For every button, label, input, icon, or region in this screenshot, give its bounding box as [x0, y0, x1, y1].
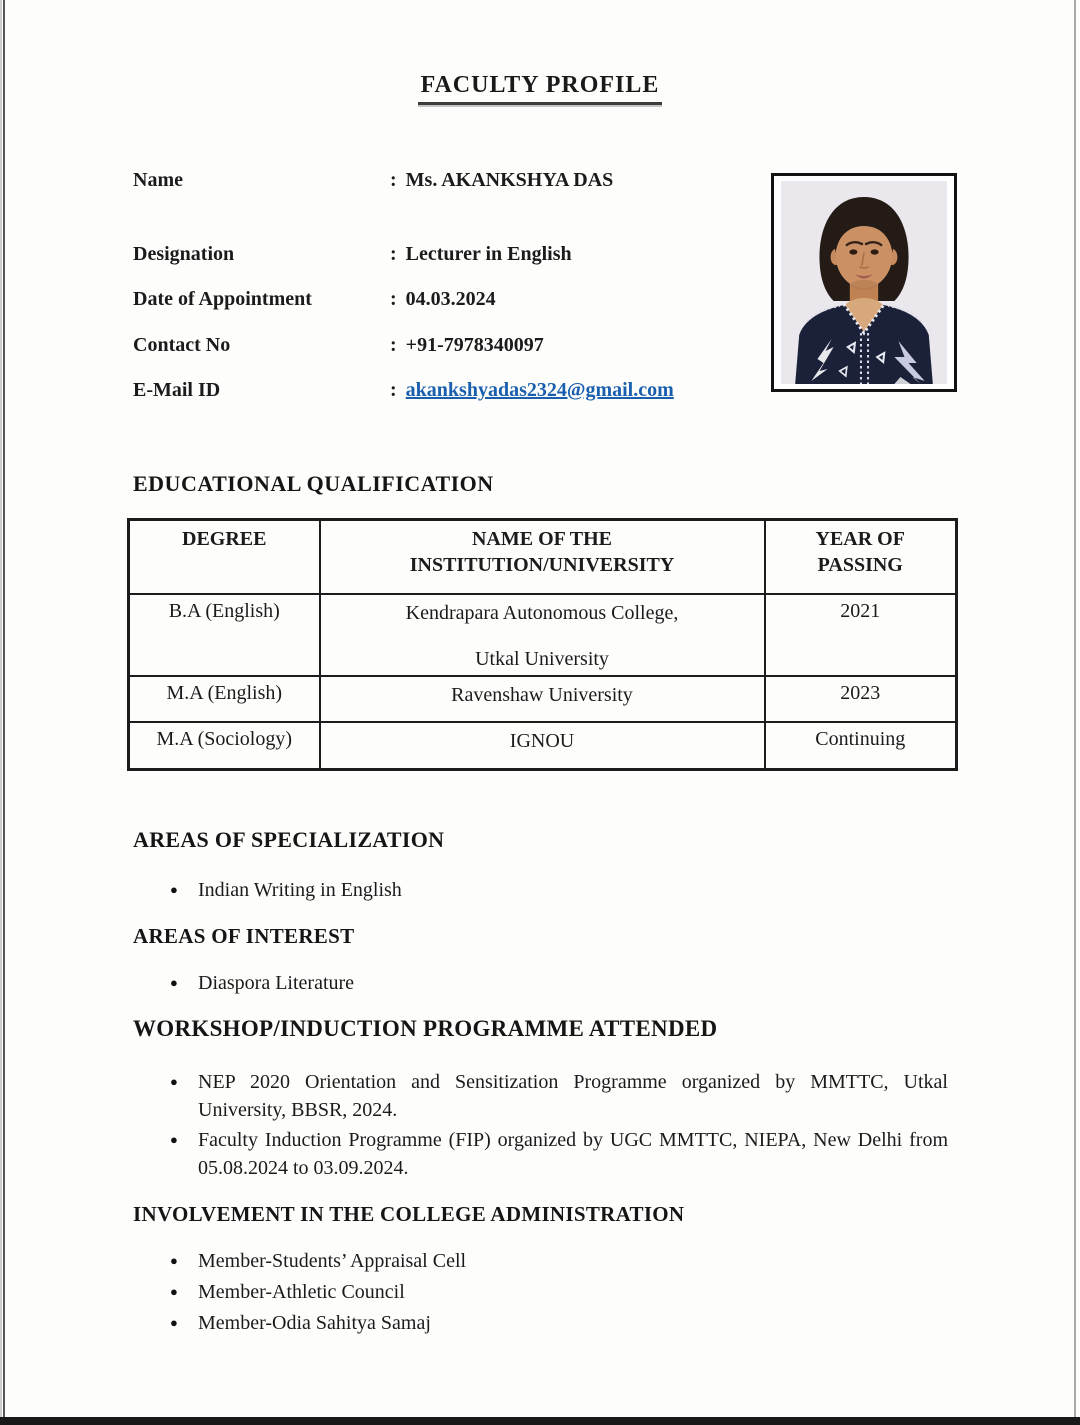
colon-separator: :: [390, 334, 397, 356]
field-value: [390, 288, 496, 311]
list-item: [170, 1249, 466, 1273]
list-item: [170, 971, 354, 995]
scan-artifact-left-dark: [3, 0, 5, 1425]
field-row-email: [133, 379, 773, 405]
designation-value: Lecturer in English: [405, 243, 572, 265]
section-heading-educational-qualification: EDUCATIONAL QUALIFICATION: [133, 471, 494, 496]
colon-separator: :: [390, 288, 397, 310]
name-value: Ms. AKANKSHYA DAS: [405, 169, 614, 191]
table-header-degree: DEGREE: [129, 520, 320, 594]
portrait-illustration: [781, 181, 947, 384]
table-cell-institution: Ravenshaw University: [320, 676, 765, 722]
table-cell-year: Continuing: [765, 722, 957, 770]
table-cell-year: 2021: [765, 594, 957, 676]
table-header-row: [129, 520, 957, 594]
table-row: [129, 722, 957, 770]
contact-number-value: +91-7978340097: [405, 334, 544, 356]
section-heading-college-administration: INVOLVEMENT IN THE COLLEGE ADMINISTRATION: [133, 1202, 685, 1226]
scan-artifact-bottom: [0, 1417, 1080, 1425]
bullet-icon: ●: [170, 1284, 178, 1299]
field-value: [390, 379, 674, 402]
bullet-icon: ●: [170, 1315, 178, 1330]
field-label: Contact No: [133, 334, 231, 356]
list-item-text: Member-Athletic Council: [198, 1281, 405, 1303]
section-heading-areas-of-specialization: AREAS OF SPECIALIZATION: [133, 827, 445, 852]
bullet-icon: ●: [170, 1074, 178, 1089]
faculty-photo: [771, 173, 957, 392]
email-link[interactable]: akankshyadas2324@gmail.com: [405, 379, 674, 401]
list-item: [170, 878, 402, 902]
field-row-contact-no: [133, 334, 773, 360]
section-heading-workshop-induction: WORKSHOP/INDUCTION PROGRAMME ATTENDED: [133, 1016, 718, 1041]
list-item-text: NEP 2020 Orientation and Sensitization Programme organized by MMTTC, Utkal University, BBSR, 2024.: [198, 1071, 948, 1121]
colon-separator: :: [390, 169, 397, 191]
list-item-text: Member-Odia Sahitya Samaj: [198, 1312, 431, 1334]
table-header-year: YEAR OF PASSING: [765, 520, 957, 594]
field-label: Date of Appointment: [133, 288, 312, 310]
title-wrap: [0, 72, 1080, 105]
field-row-date-of-appointment: [133, 288, 773, 314]
table-row: [129, 594, 957, 676]
table-cell-year: 2023: [765, 676, 957, 722]
bullet-icon: ●: [170, 1132, 178, 1147]
list-item: [170, 1126, 948, 1182]
section-heading-areas-of-interest: AREAS OF INTEREST: [133, 924, 355, 948]
appointment-date-value: 04.03.2024: [405, 288, 496, 310]
list-item: [170, 1280, 405, 1304]
table-cell-degree: M.A (English): [129, 676, 320, 722]
education-table: [127, 518, 958, 771]
field-label: Designation: [133, 243, 235, 265]
field-row-name: [133, 169, 773, 195]
field-label: Name: [133, 169, 183, 191]
list-item-text: Diaspora Literature: [198, 972, 355, 994]
document-title: FACULTY PROFILE: [418, 72, 663, 105]
table-cell-degree: M.A (Sociology): [129, 722, 320, 770]
field-row-designation: [133, 243, 773, 269]
field-value: [390, 169, 613, 192]
field-label: E-Mail ID: [133, 379, 221, 401]
bullet-icon: ●: [170, 975, 178, 990]
list-item-text: Faculty Induction Programme (FIP) organized by UGC MMTTC, NIEPA, New Delhi from 05.08.2024 to 03.09.2024.: [198, 1129, 948, 1179]
list-item-text: Indian Writing in English: [198, 879, 402, 901]
table-header-institution: NAME OF THE INSTITUTION/UNIVERSITY: [320, 520, 765, 594]
field-value: [390, 334, 544, 357]
scan-artifact-right: [1074, 0, 1076, 1425]
table-cell-institution: IGNOU: [320, 722, 765, 770]
table-row: [129, 676, 957, 722]
colon-separator: :: [390, 379, 397, 401]
colon-separator: :: [390, 243, 397, 265]
field-value: [390, 243, 572, 266]
bullet-icon: ●: [170, 882, 178, 897]
list-item-text: Member-Students’ Appraisal Cell: [198, 1250, 467, 1272]
table-cell-institution: Kendrapara Autonomous College, Utkal University: [320, 594, 765, 676]
list-item: [170, 1311, 431, 1335]
scan-artifact-left-light: [0, 0, 2, 1425]
table-cell-degree: B.A (English): [129, 594, 320, 676]
list-item: [170, 1068, 948, 1124]
bullet-icon: ●: [170, 1253, 178, 1268]
